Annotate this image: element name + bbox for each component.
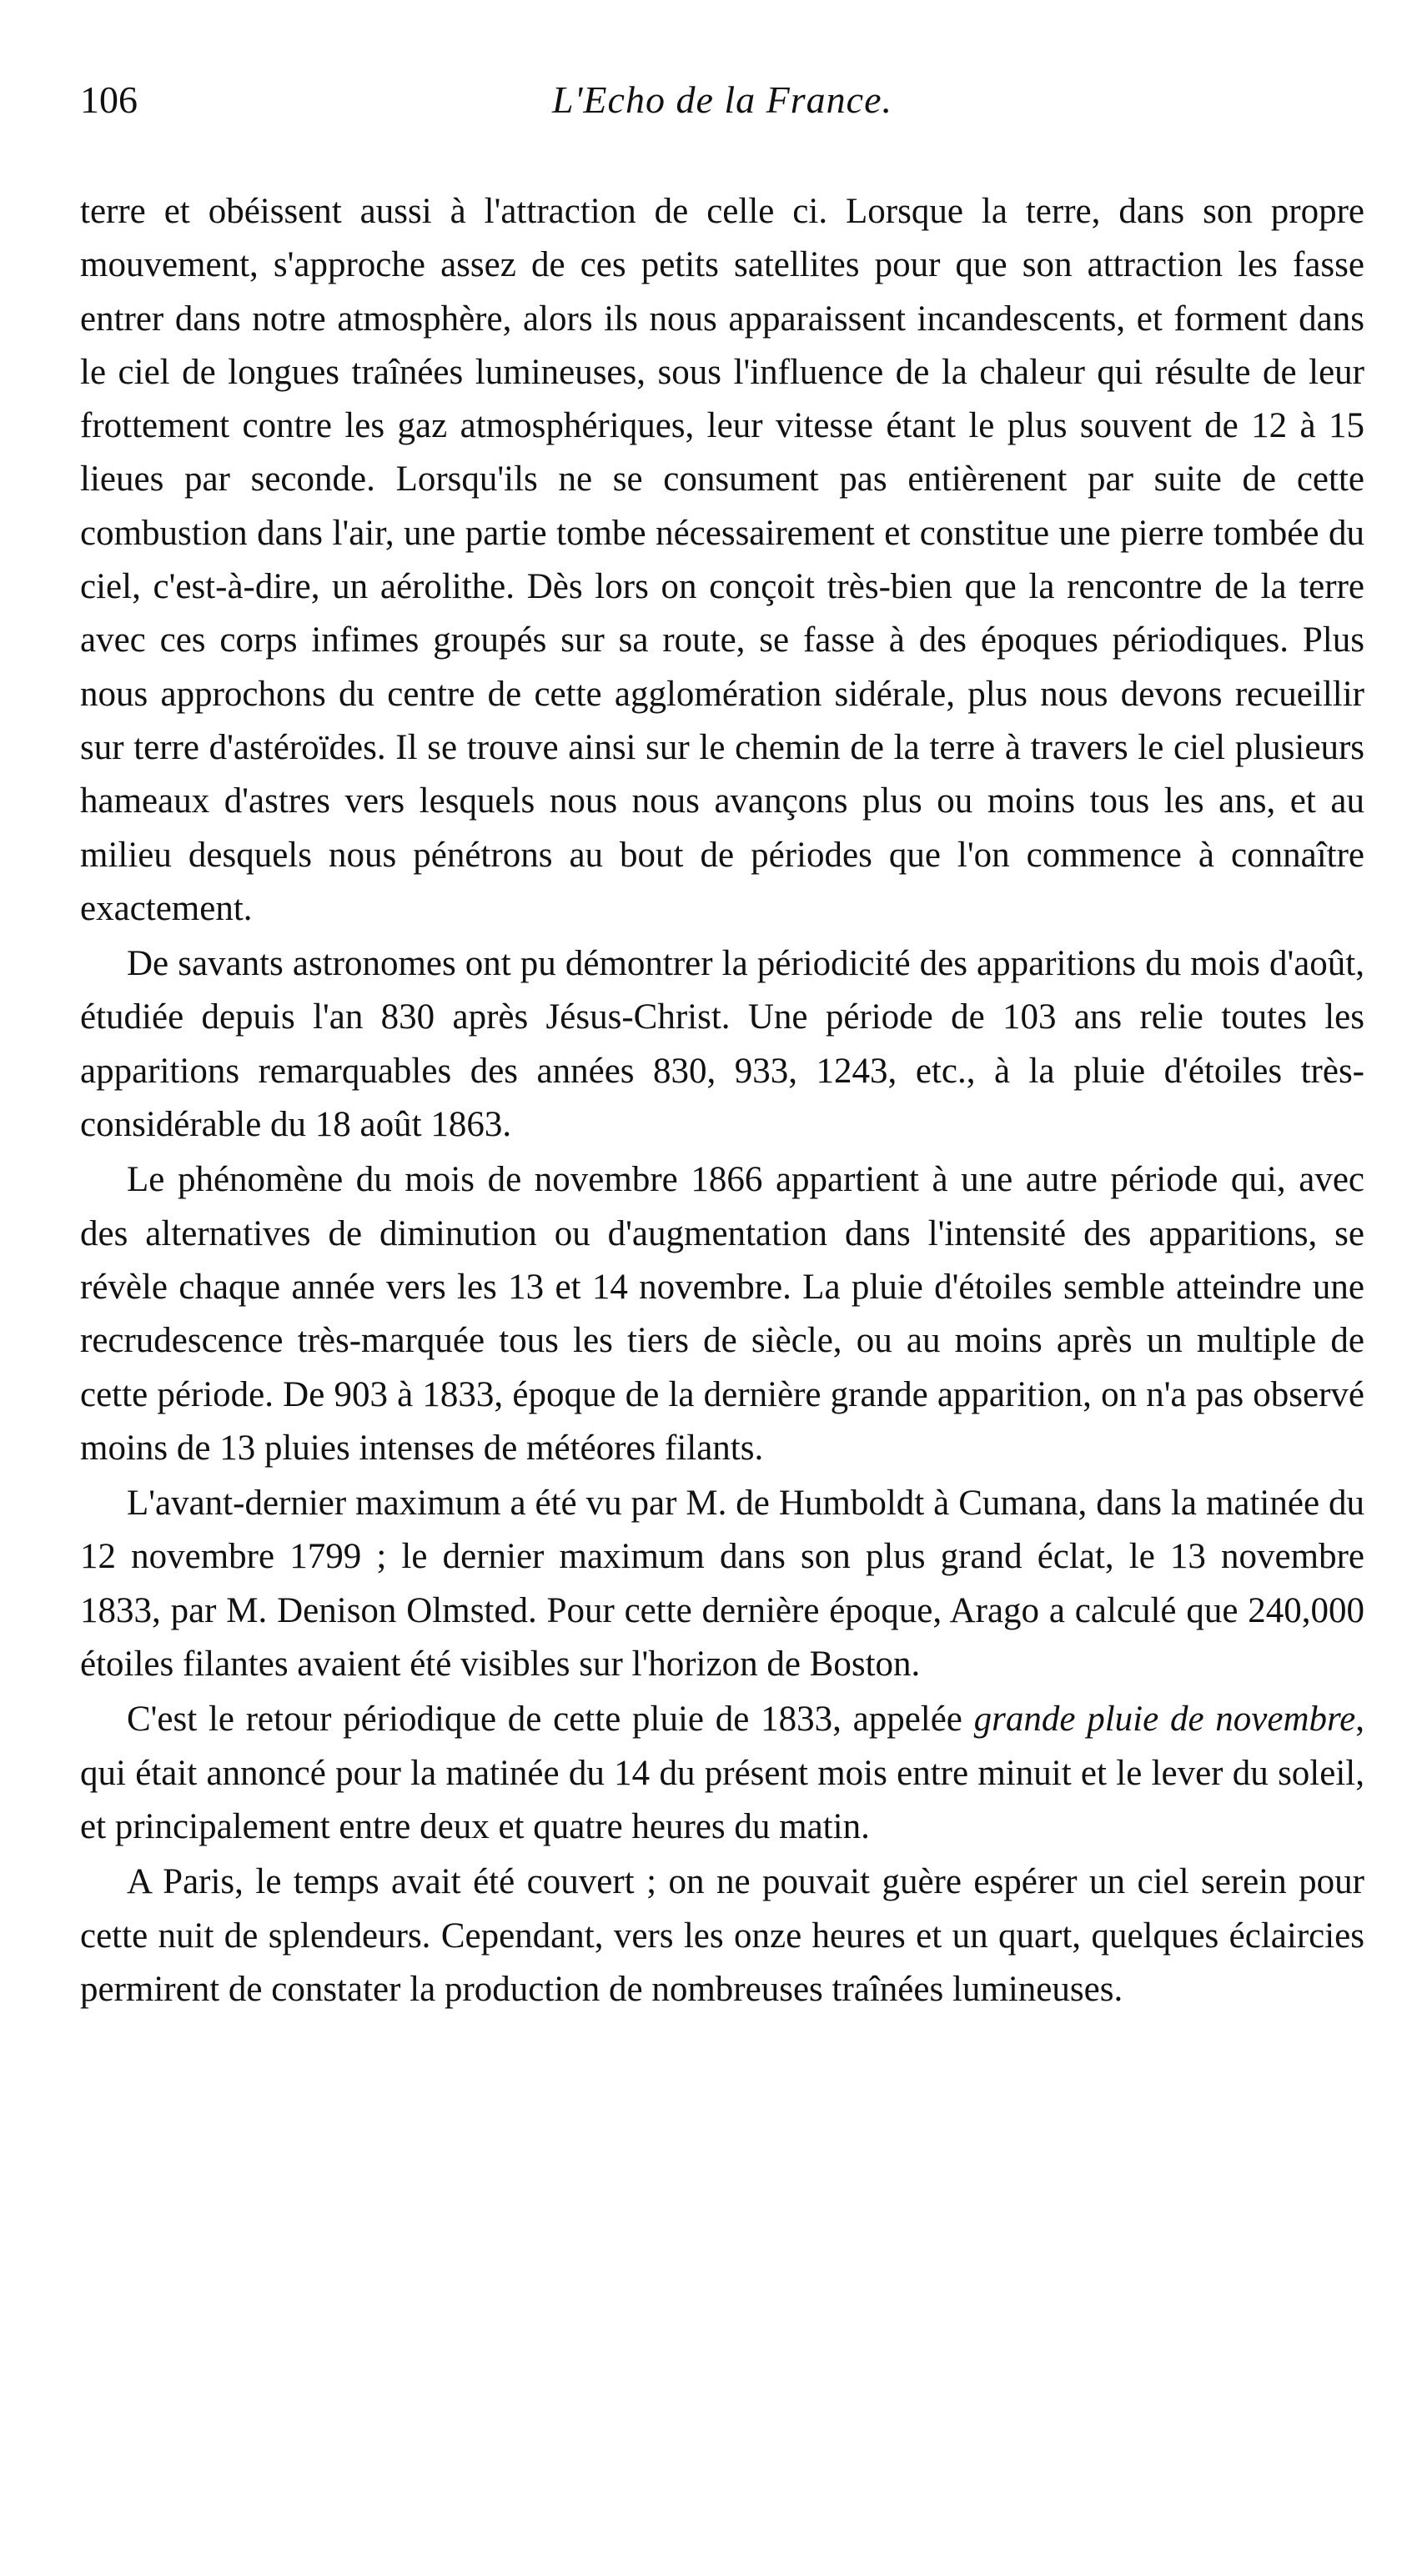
- paragraph-maximum-history: L'avant-dernier maximum a été vu par M. de Humboldt à Cumana, dans la matinée du 12 novembre 1799 ; le dernier maximum dans son plus grand éclat, le 13 novembre 1833, par M. Denison Olmsted. Pour cette dernière époque, Arago a calculé que 240,000 étoiles filantes avaient été visibles sur l'horizon de Boston.: [80, 1484, 1364, 1685]
- body-text: [80, 185, 1364, 2016]
- paragraph-text-after: , qui était annoncé pour la matinée du 14 du présent mois entre minuit et le lever du soleil, et principalement entre deux et quatre heures du matin.: [80, 1700, 1364, 1846]
- page-number: 106: [80, 78, 138, 121]
- paragraph-continued: terre et obéissent aussi à l'attraction de celle ci. Lorsque la terre, dans son propre mouvement, s'approche assez de ces petits satellites pour que son attraction les fasse entrer dans notre atmosphère, alors ils nous apparaissent incandescents, et forment dans le ciel de longues traînées lumineuses, sous l'influence de la chaleur qui résulte de leur frottement contre les gaz atmosphériques, leur vitesse étant le plus souvent de 12 à 15 lieues par seconde. Lorsqu'ils ne se consument pas entièrenent par suite de cette combustion dans l'air, une partie tombe nécessairement et constitue une pierre tombée du ciel, c'est-à-dire, un aérolithe. Dès lors on conçoit très-bien que la rencontre de la terre avec ces corps infimes groupés sur sa route, se fasse à des époques périodiques. Plus nous approchons du centre de cette agglomération sidérale, plus nous devons recueillir sur terre d'astéroïdes. Il se trouve ainsi sur le chemin de la terre à travers le ciel plusieurs hameaux d'astres vers lesquels nous nous avançons plus ou moins tous les ans, et au milieu desquels nous pénétrons au bout de périodes que l'on commence à connaître exactement.: [80, 192, 1364, 928]
- italic-term: grande pluie de novembre: [973, 1700, 1356, 1740]
- page-header: [80, 77, 1364, 143]
- paragraph-text-before: C'est le retour périodique de cette pluie de 1833, appelée: [127, 1700, 974, 1740]
- paragraph-november-phenomenon: Le phénomène du mois de novembre 1866 appartient à une autre période qui, avec des alternatives de diminution ou d'augmentation dans l'intensité des apparitions, se révèle chaque année vers les 13 et 14 novembre. La pluie d'étoiles semble atteindre une recrudescence très-marquée tous les tiers de siècle, ou au moins après un multiple de cette période. De 903 à 1833, époque de la dernière grande apparition, on n'a pas observé moins de 13 pluies intenses de météores filants.: [80, 1160, 1364, 1468]
- paragraph-grande-pluie: [80, 1693, 1364, 1854]
- running-title: L'Echo de la France.: [552, 78, 892, 121]
- paragraph-august-periodicity: De savants astronomes ont pu démontrer la périodicité des apparitions du mois d'août, étudiée depuis l'an 830 après Jésus-Christ. Une période de 103 ans relie toutes les apparitions remarquables des années 830, 933, 1243, etc., à la pluie d'étoiles très-considérable du 18 août 1863.: [80, 944, 1364, 1145]
- paragraph-paris-observation: A Paris, le temps avait été couvert ; on ne pouvait guère espérer un ciel serein pour cette nuit de splendeurs. Cependant, vers les onze heures et un quart, quelques éclaircies permirent de constater la production de nombreuses traînées lumineuses.: [80, 1862, 1364, 2009]
